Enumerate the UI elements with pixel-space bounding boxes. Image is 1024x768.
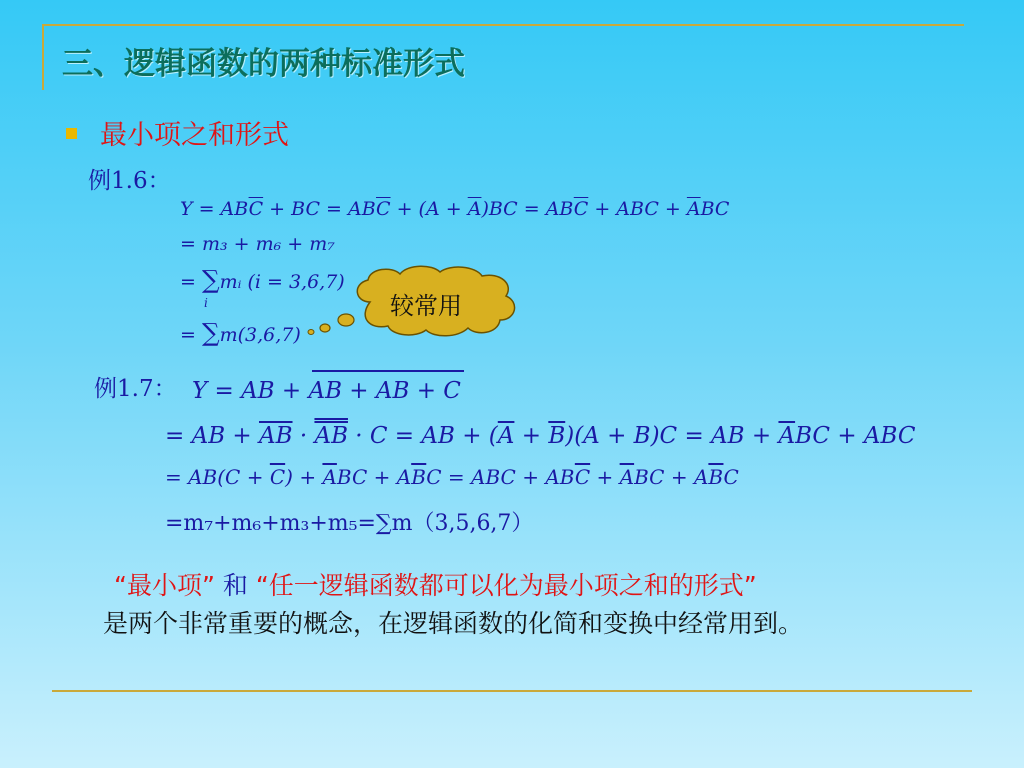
bullet-heading: 最小项之和形式 (100, 120, 289, 151)
eq-1-6-line2: = m₃ + m₆ + m₇ (180, 233, 335, 255)
eq-1-7-line1: Y = AB + AB + AB + C (192, 378, 461, 404)
callout-text: 较常用 (390, 292, 462, 320)
overline-bar (312, 370, 464, 372)
note-line1: “最小项” 和 “任一逻辑函数都可以化为最小项之和的形式” (114, 571, 757, 600)
bottom-rule (52, 690, 972, 692)
slide-title: 三、逻辑函数的两种标准形式 (62, 46, 465, 82)
bullet-square-icon (66, 128, 77, 139)
eq-1-6-sigma-index: i (204, 296, 208, 310)
eq-1-7-line3: = $AB(C + \overline{C}) + \overline{A}BC + A\overline{B}C$ = ABC + $AB\overline{C} + \overline{A}BC + A\overline{B}C$ (165, 465, 739, 489)
eq-1-7-line4: =m₇+m₆+m₃+m₅=∑m（3,5,6,7） (165, 511, 534, 536)
eq-1-7-line2: = AB + $\overline{AB}$ · AB · C = AB + $(\overline{A} + \overline{B})(A + B)C$ = AB + $\overline{A}BC$ + ABC (165, 423, 916, 449)
example-1-7-label: 例1.7： (94, 376, 177, 402)
note-line2: 是两个非常重要的概念，在逻辑函数的化简和变换中经常用到。 (103, 609, 804, 638)
top-rule (42, 24, 964, 26)
eq-1-6-line3: = ∑mᵢ (i = 3,6,7) (180, 265, 345, 294)
eq-1-6-line1: $Y = AB\overline{C}$ + BC = $AB\overline{C} + (A + \overline{A})BC = AB\overline{C}$ + ABC + $\overline{A}BC$ (180, 198, 730, 220)
left-rule (42, 24, 44, 90)
example-1-6-label: 例1.6： (88, 168, 171, 194)
eq-1-6-line4: = ∑m(3,6,7) (180, 318, 301, 347)
